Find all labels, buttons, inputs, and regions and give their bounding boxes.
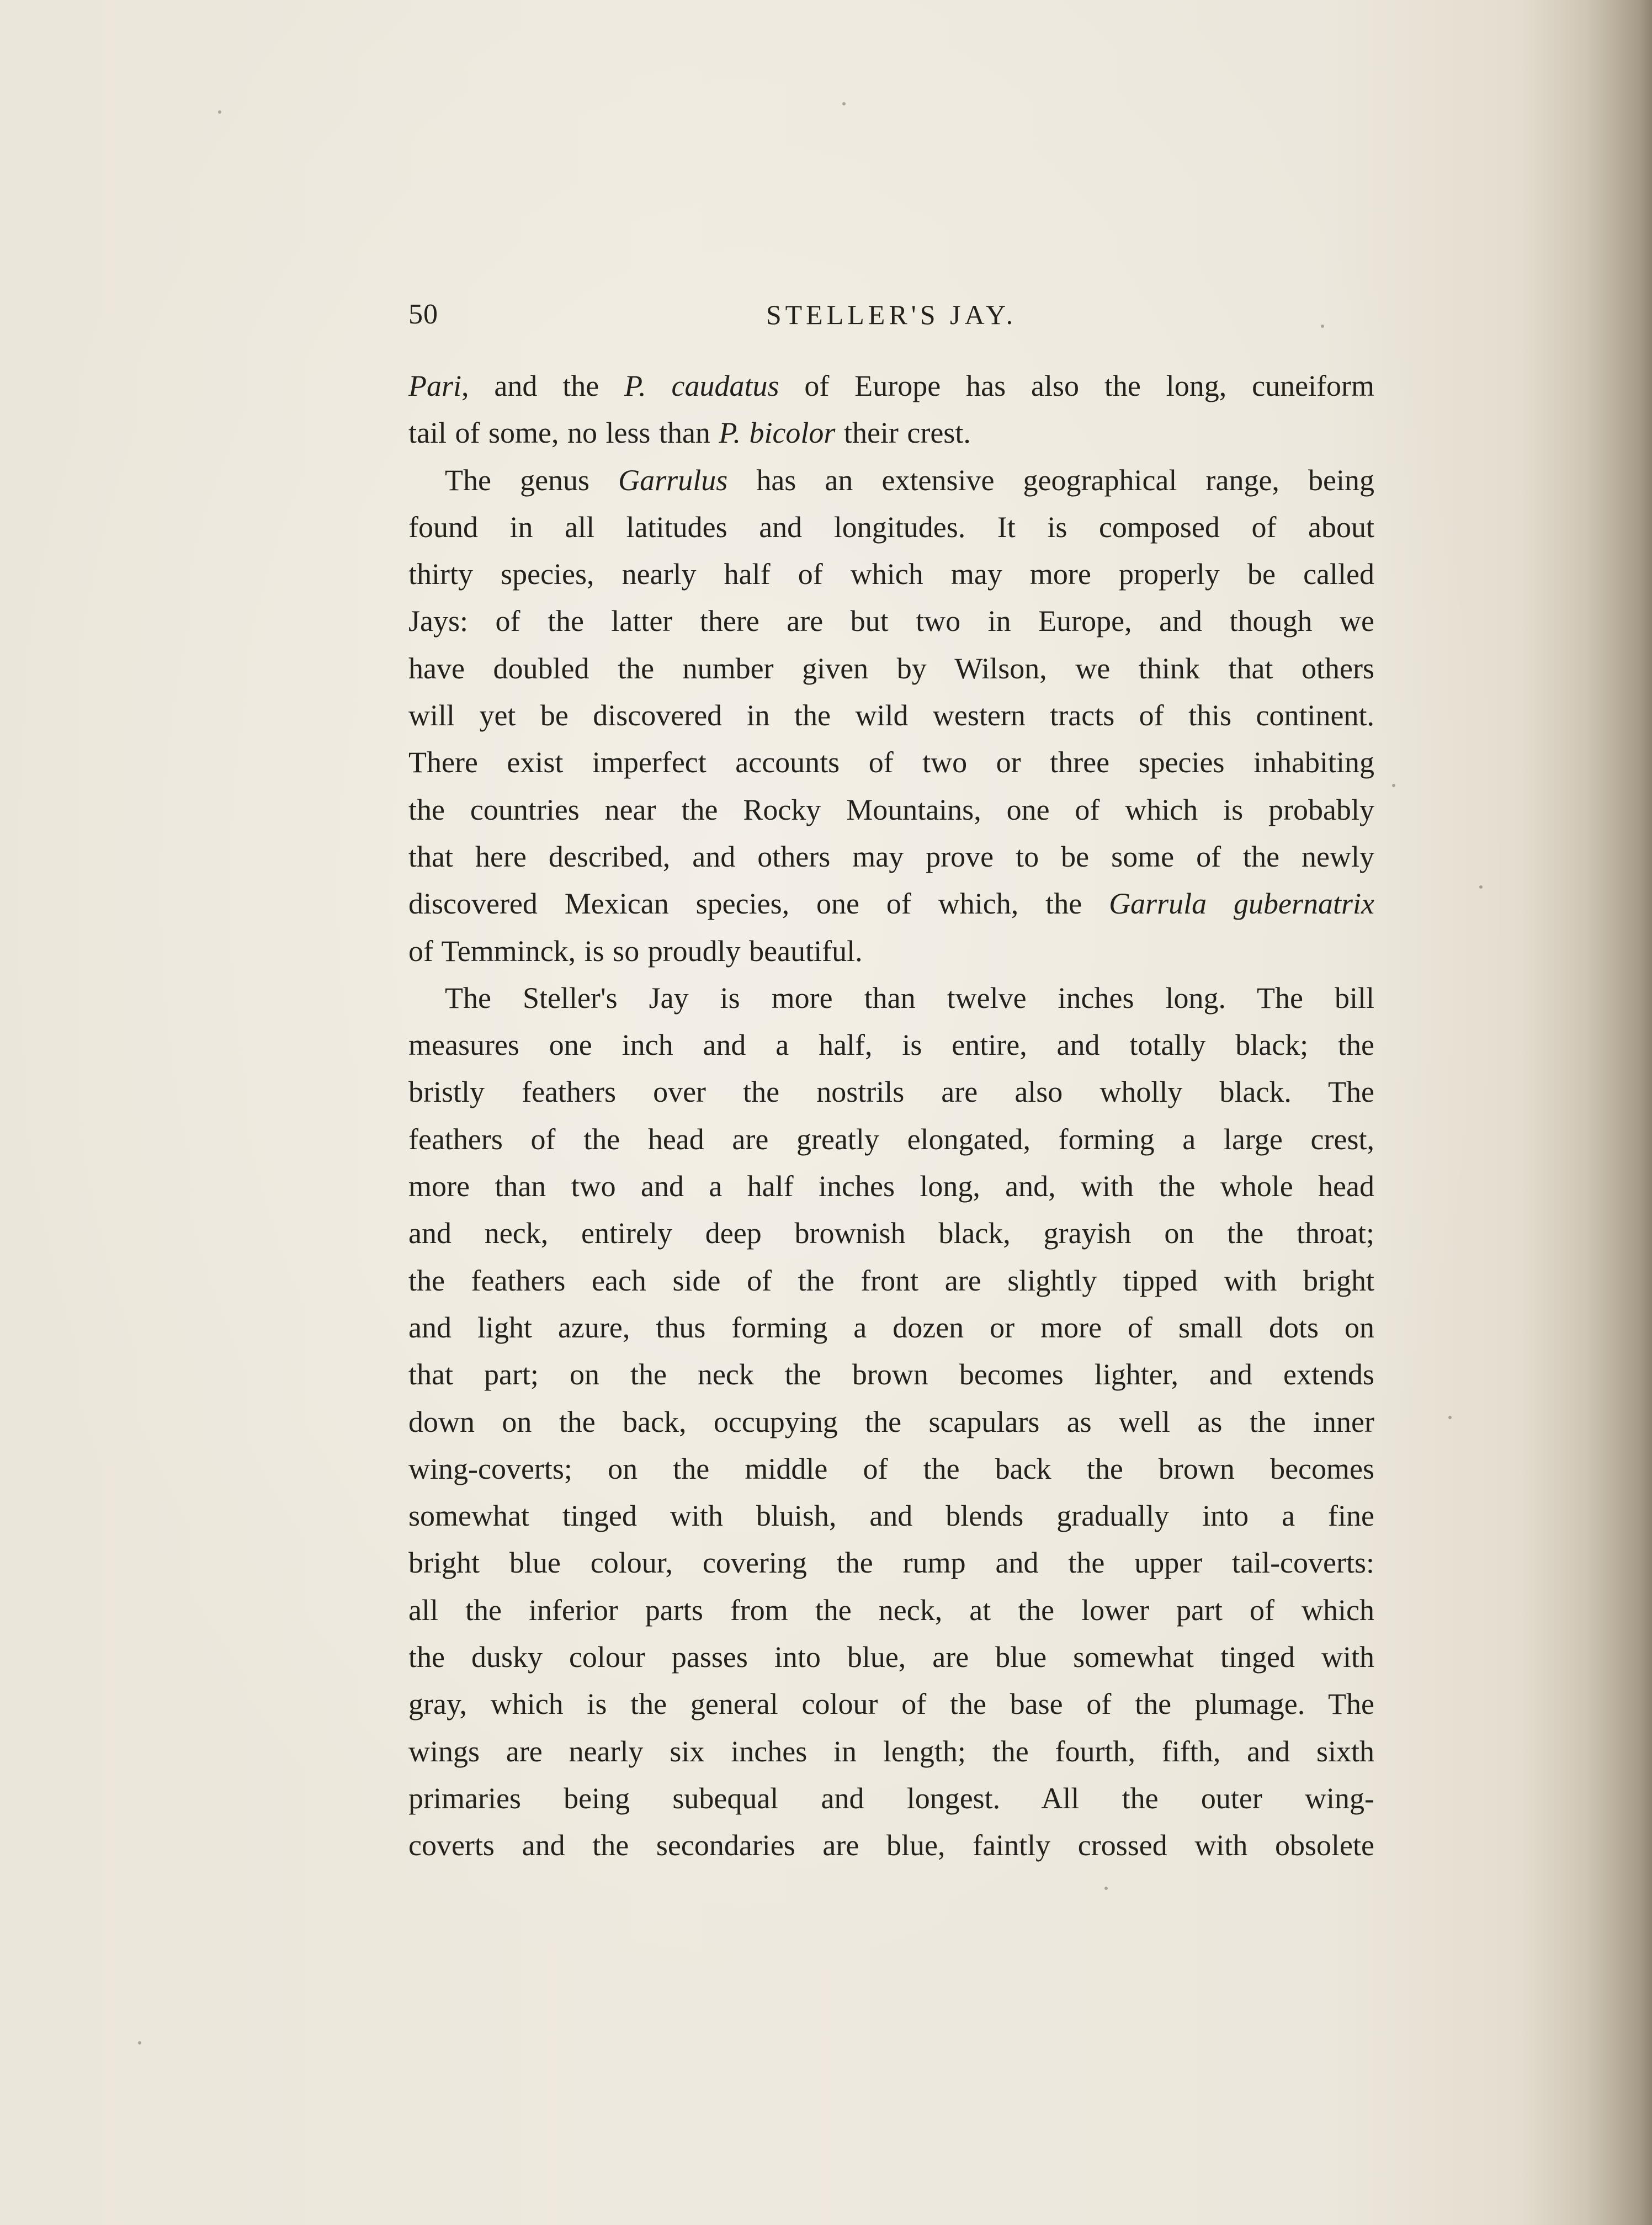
text-line: There exist imperfect accounts of two or three species inhabiting <box>408 746 1374 779</box>
text-line: Jays: of the latter there are but two in Europe, and though we <box>408 604 1374 638</box>
text-line: wing-coverts; on the middle of the back the brown becomes <box>408 1452 1374 1485</box>
paper-speck <box>842 102 846 105</box>
text-line: will yet be discovered in the wild western tracts of this continent. <box>408 699 1374 732</box>
text-line: The Steller's Jay is more than twelve inches long. The bill <box>445 981 1374 1015</box>
text-line: measures one inch and a half, is entire, and totally black; the <box>408 1028 1374 1062</box>
paper-speck <box>1104 1887 1108 1890</box>
text-line: The genus Garrulus has an extensive geographical range, being <box>445 463 1375 497</box>
page-edge-shadow <box>1619 0 1652 2225</box>
text-line: that here described, and others may prove to be some of the newly <box>408 840 1374 873</box>
text-line: primaries being subequal and longest. All the outer wing- <box>408 1781 1374 1815</box>
text-line: bright blue colour, covering the rump and the upper tail-coverts: <box>408 1546 1374 1580</box>
text-line: Pari, and the P. caudatus of Europe has also the long, cuneiform <box>408 369 1375 402</box>
paper-speck <box>1479 885 1483 889</box>
text-line: somewhat tinged with bluish, and blends gradually into a fine <box>408 1499 1374 1533</box>
paper-speck <box>218 110 221 114</box>
page-number: 50 <box>408 299 438 330</box>
text-line: feathers of the head are greatly elongated, forming a large crest, <box>408 1122 1374 1156</box>
text-line: thirty species, nearly half of which may more properly be called <box>408 557 1374 591</box>
text-line: all the inferior parts from the neck, at the lower part of which <box>408 1593 1374 1627</box>
running-title: STELLER'S JAY. <box>766 299 1017 330</box>
text-line: more than two and a half inches long, and, with the whole head <box>408 1170 1374 1203</box>
paper-speck <box>138 2041 141 2045</box>
text-line: and light azure, thus forming a dozen or more of small dots on <box>408 1310 1374 1344</box>
text-line: wings are nearly six inches in length; the fourth, fifth, and sixth <box>408 1734 1374 1768</box>
paper-speck <box>1392 784 1395 787</box>
text-line: tail of some, no less than P. bicolor their crest. <box>408 416 971 450</box>
text-line: bristly feathers over the nostrils are also wholly black. The <box>408 1075 1374 1109</box>
paper-speck <box>1321 325 1324 328</box>
text-line: and neck, entirely deep brownish black, grayish on the throat; <box>408 1217 1374 1250</box>
text-line: found in all latitudes and longitudes. It is composed of about <box>408 510 1374 544</box>
text-line: gray, which is the general colour of the base of the plumage. The <box>408 1687 1374 1721</box>
text-line: have doubled the number given by Wilson, we think that others <box>408 651 1374 685</box>
text-line: discovered Mexican species, one of which, the Garrula gubernatrix <box>408 887 1374 921</box>
body-text <box>408 363 1374 1870</box>
text-line: of Temminck, is so proudly beautiful. <box>408 934 863 968</box>
text-line: the feathers each side of the front are slightly tipped with bright <box>408 1263 1374 1297</box>
paper-speck <box>1448 1416 1452 1419</box>
page-header <box>408 293 1374 337</box>
text-line: the dusky colour passes into blue, are blue somewhat tinged with <box>408 1640 1374 1674</box>
text-line: that part; on the neck the brown becomes lighter, and extends <box>408 1358 1374 1392</box>
text-line: the countries near the Rocky Mountains, one of which is probably <box>408 793 1374 826</box>
text-line: down on the back, occupying the scapulars as well as the inner <box>408 1405 1374 1438</box>
text-line: coverts and the secondaries are blue, faintly crossed with obsolete <box>408 1829 1374 1862</box>
